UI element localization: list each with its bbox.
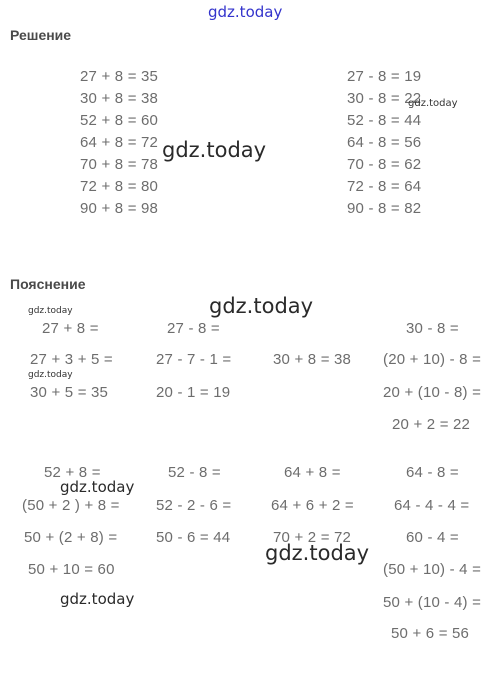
watermark: gdz.today	[162, 138, 267, 162]
solution-equation: 27 - 8 = 19	[347, 68, 422, 85]
solution-equation: 70 - 8 = 62	[347, 156, 422, 173]
explanation-equation: (20 + 10) - 8 =	[383, 351, 482, 368]
watermark: gdz.today	[265, 541, 370, 565]
solution-equation: 52 + 8 = 60	[80, 112, 159, 129]
explanation-equation: 30 + 8 = 38	[273, 351, 352, 368]
explanation-equation: 30 - 8 =	[406, 320, 459, 337]
watermark: gdz.today	[60, 590, 135, 608]
explanation-equation: 70 + 2 = 72	[273, 529, 352, 546]
explanation-equation: 64 + 6 + 2 =	[271, 497, 354, 514]
explanation-equation: 64 - 8 =	[406, 464, 459, 481]
explanation-equation: (50 + 2 ) + 8 =	[22, 497, 120, 514]
explanation-equation: 64 + 8 =	[284, 464, 341, 481]
explanation-equation: 64 - 4 - 4 =	[394, 497, 470, 514]
explanation-equation: 30 + 5 = 35	[30, 384, 109, 401]
solution-equation: 70 + 8 = 78	[80, 156, 159, 173]
explanation-equation: 52 - 8 =	[168, 464, 221, 481]
solution-equation: 72 + 8 = 80	[80, 178, 159, 195]
watermark: gdz.today	[408, 98, 458, 109]
explanation-equation: (50 + 10) - 4 =	[383, 561, 482, 578]
explanation-equation: 20 + 2 = 22	[392, 416, 471, 433]
solution-equation: 52 - 8 = 44	[347, 112, 422, 129]
explanation-equation: 52 + 8 =	[44, 464, 101, 481]
solution-right-column	[347, 66, 421, 220]
solution-equation: 72 - 8 = 64	[347, 178, 422, 195]
solution-equation: 90 + 8 = 98	[80, 200, 159, 217]
watermark: gdz.today	[209, 294, 314, 318]
solution-equation: 30 + 8 = 38	[80, 90, 159, 107]
solution-equation: 90 - 8 = 82	[347, 200, 422, 217]
solution-equation: 64 - 8 = 56	[347, 134, 422, 151]
explanation-equation: 20 - 1 = 19	[156, 384, 231, 401]
explanation-equation: 50 + (10 - 4) =	[383, 594, 482, 611]
explanation-equation: 52 - 2 - 6 =	[156, 497, 232, 514]
explanation-equation: 27 + 3 + 5 =	[30, 351, 113, 368]
solution-equation: 64 + 8 = 72	[80, 134, 159, 151]
explanation-equation: 27 - 8 =	[167, 320, 220, 337]
solution-equation: 30 - 8 = 22	[347, 90, 422, 107]
explanation-heading: Пояснение	[10, 276, 86, 292]
explanation-equation: 27 - 7 - 1 =	[156, 351, 232, 368]
solution-left-column	[80, 66, 158, 220]
explanation-equation: 27 + 8 =	[42, 320, 99, 337]
solution-heading: Решение	[10, 27, 72, 43]
explanation-equation: 50 + 6 = 56	[391, 625, 470, 642]
watermark: gdz.today	[60, 478, 135, 496]
watermark: gdz.today	[28, 370, 73, 380]
explanation-equation: 20 + (10 - 8) =	[383, 384, 482, 401]
explanation-equation: 50 + 10 = 60	[28, 561, 115, 578]
watermark-top: gdz.today	[208, 3, 283, 21]
watermark: gdz.today	[28, 306, 73, 316]
solution-equation: 27 + 8 = 35	[80, 68, 159, 85]
explanation-equation: 50 - 6 = 44	[156, 529, 231, 546]
explanation-equation: 60 - 4 =	[406, 529, 459, 546]
explanation-equation: 50 + (2 + 8) =	[24, 529, 118, 546]
